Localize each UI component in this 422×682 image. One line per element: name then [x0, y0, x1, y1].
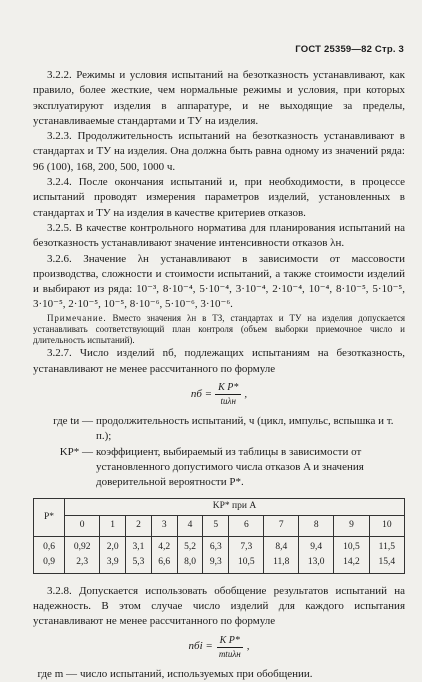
- table-column-headers: [34, 515, 405, 536]
- table-cell: [369, 536, 404, 573]
- definition-t: [33, 414, 405, 445]
- definition-text: число испытаний, используемых при обобщении.: [80, 667, 313, 680]
- table-row-header: P*: [34, 499, 65, 536]
- table-value: 11,8: [273, 556, 290, 567]
- table-column-header: 6: [229, 515, 264, 536]
- table-value: 5,2: [184, 541, 196, 552]
- formula-tail: ,: [246, 640, 250, 653]
- table-column-header: 1: [100, 515, 126, 536]
- formula-denominator: tиλн: [220, 395, 236, 406]
- table-value: 11,5: [378, 541, 395, 552]
- table-value: 9,3: [209, 556, 222, 567]
- formula-numerator: K P*: [217, 635, 243, 648]
- table-cell: [100, 536, 126, 573]
- definition-term: KP* —: [59, 445, 93, 458]
- table-column-header: 5: [203, 515, 229, 536]
- formula-numerator: K P*: [215, 382, 241, 395]
- table-value: 15,4: [378, 556, 396, 567]
- table-value: 0,92: [73, 541, 91, 552]
- table-cell: [264, 536, 299, 573]
- table-row: [34, 536, 405, 573]
- table-value: 0,9: [43, 556, 55, 567]
- table-value: 8,0: [184, 556, 196, 567]
- table-value: 6,3: [209, 541, 222, 552]
- table-column-header: 9: [334, 515, 369, 536]
- table-value: 2,0: [106, 541, 119, 552]
- table-cell: [299, 536, 334, 573]
- definition-text: продолжительность испытаний, ч (цикл, импульс, вспышка и т. п.);: [96, 414, 394, 443]
- table-body: [34, 536, 405, 573]
- formula-fraction: [216, 635, 244, 660]
- definition-term: где m —: [37, 667, 77, 680]
- table-cell: [177, 536, 203, 573]
- table-column-header: 0: [65, 515, 100, 536]
- paragraph-3-2-6: 3.2.6. Значение λн устанавливают в зависимости от массовости производства, сложности и стоимости испытаний, а также стоимости изделий и выбирают из ряда: 10⁻³, 8·10⁻⁴, 5·10⁻⁴, 3·10⁻⁴, 2·10⁻⁴, 10⁻⁴, 8·10⁻⁵, 5·10⁻⁵, 3·10⁻⁵, 2·10⁻⁵, 10⁻⁵, 8·10⁻⁶, 5·10⁻⁶, 3·10⁻⁶.: [33, 252, 405, 311]
- formula-fraction: [215, 382, 241, 407]
- note: [33, 313, 405, 347]
- table-column-header: 7: [264, 515, 299, 536]
- definitions: [33, 414, 405, 490]
- formula-sample-size: [33, 382, 405, 407]
- table-value: 13,0: [307, 556, 325, 567]
- table-column-header: 2: [126, 515, 152, 536]
- table-column-header: 8: [299, 515, 334, 536]
- table-value: 6,6: [158, 556, 171, 567]
- paragraph-3-2-7: 3.2.7. Число изделий nб, подлежащих испытаниям на безотказность, устанавливают не менее рассчитанного по формуле: [33, 347, 405, 375]
- table-value: 2,3: [76, 556, 89, 567]
- coefficient-table: [33, 498, 405, 573]
- table-group-header: KP* при A: [65, 499, 405, 515]
- note-text: Вместо значения λн в ТЗ, стандартах и ТУ на изделия допускается устанавливать соответствующий план контроля (объем выборки приемочное число и длительность испытаний).: [33, 312, 406, 346]
- table-cell: [334, 536, 369, 573]
- paragraph-3-2-4: 3.2.4. После окончания испытаний и, при необходимости, в процессе испытаний проводят измерения параметров изделий, установленных в стандартах и ТУ на изделия в качестве критериев отказов.: [33, 176, 405, 219]
- definition-k: [33, 445, 405, 491]
- formula-lhs: nб =: [190, 387, 213, 400]
- definition-m: [33, 667, 405, 682]
- table-value: 7,3: [240, 541, 253, 552]
- paragraph-3-2-2: 3.2.2. Режимы и условия испытаний на безотказность устанавливают, как правило, более жесткие, чем нормальные режимы и условия, при которых эксплуатируют изделия в аппаратуре, и не выходящие за пределы, устанавливаемые стандартами и ТУ на изделия.: [33, 69, 405, 127]
- table-value: 3,1: [132, 541, 145, 552]
- table-value: 5,3: [132, 556, 145, 567]
- table-cell: [151, 536, 177, 573]
- paragraph-3-2-8: 3.2.8. Допускается использовать обобщение результатов испытаний на надежность. В этом случае число изделий для каждого испытания устанавливают не менее рассчитанного по формуле: [33, 584, 405, 628]
- table-cell: [126, 536, 152, 573]
- table-value: 4,2: [158, 541, 171, 552]
- table-cell: [203, 536, 229, 573]
- table-value: 14,2: [343, 556, 360, 567]
- table-cell: [229, 536, 264, 573]
- page-content: [33, 68, 405, 682]
- note-label: Примечание.: [47, 312, 107, 323]
- formula-denominator: mtиλн: [218, 648, 241, 659]
- paragraph-3-2-3: 3.2.3. Продолжительность испытаний на безотказность устанавливают в стандартах и ТУ на изделия. Она должна быть равна одному из значений ряда: 96 (100), 168, 200, 500, 1000 ч.: [33, 130, 405, 173]
- definition-text: коэффициент, выбираемый из таблицы в зависимости от установленного допустимого числа отказов A и значения доверительной вероятности P*.: [96, 445, 364, 489]
- page-header: ГОСТ 25359—82 Стр. 3: [295, 44, 404, 55]
- table-cell: [65, 536, 100, 573]
- table-value: 10,5: [343, 541, 360, 552]
- table-value: 9,4: [310, 541, 323, 552]
- table-column-header: 3: [151, 515, 177, 536]
- definition-term: где tи —: [53, 414, 93, 427]
- table-cell-p: [34, 536, 65, 573]
- table-value: 8,4: [275, 541, 288, 552]
- table-value: 3,9: [106, 556, 119, 567]
- table-value: 10,5: [238, 556, 255, 567]
- formula-lhs: nбi =: [188, 640, 213, 653]
- paragraph-3-2-5: 3.2.5. В качестве контрольного норматива для планирования испытаний на безотказность устанавливают значение интенсивности отказов λн.: [33, 221, 405, 250]
- formula-generalized: [33, 635, 405, 660]
- table-value: 0,6: [43, 541, 55, 552]
- table-column-header: 4: [177, 515, 203, 536]
- formula-tail: ,: [244, 387, 248, 400]
- table-column-header: 10: [369, 515, 404, 536]
